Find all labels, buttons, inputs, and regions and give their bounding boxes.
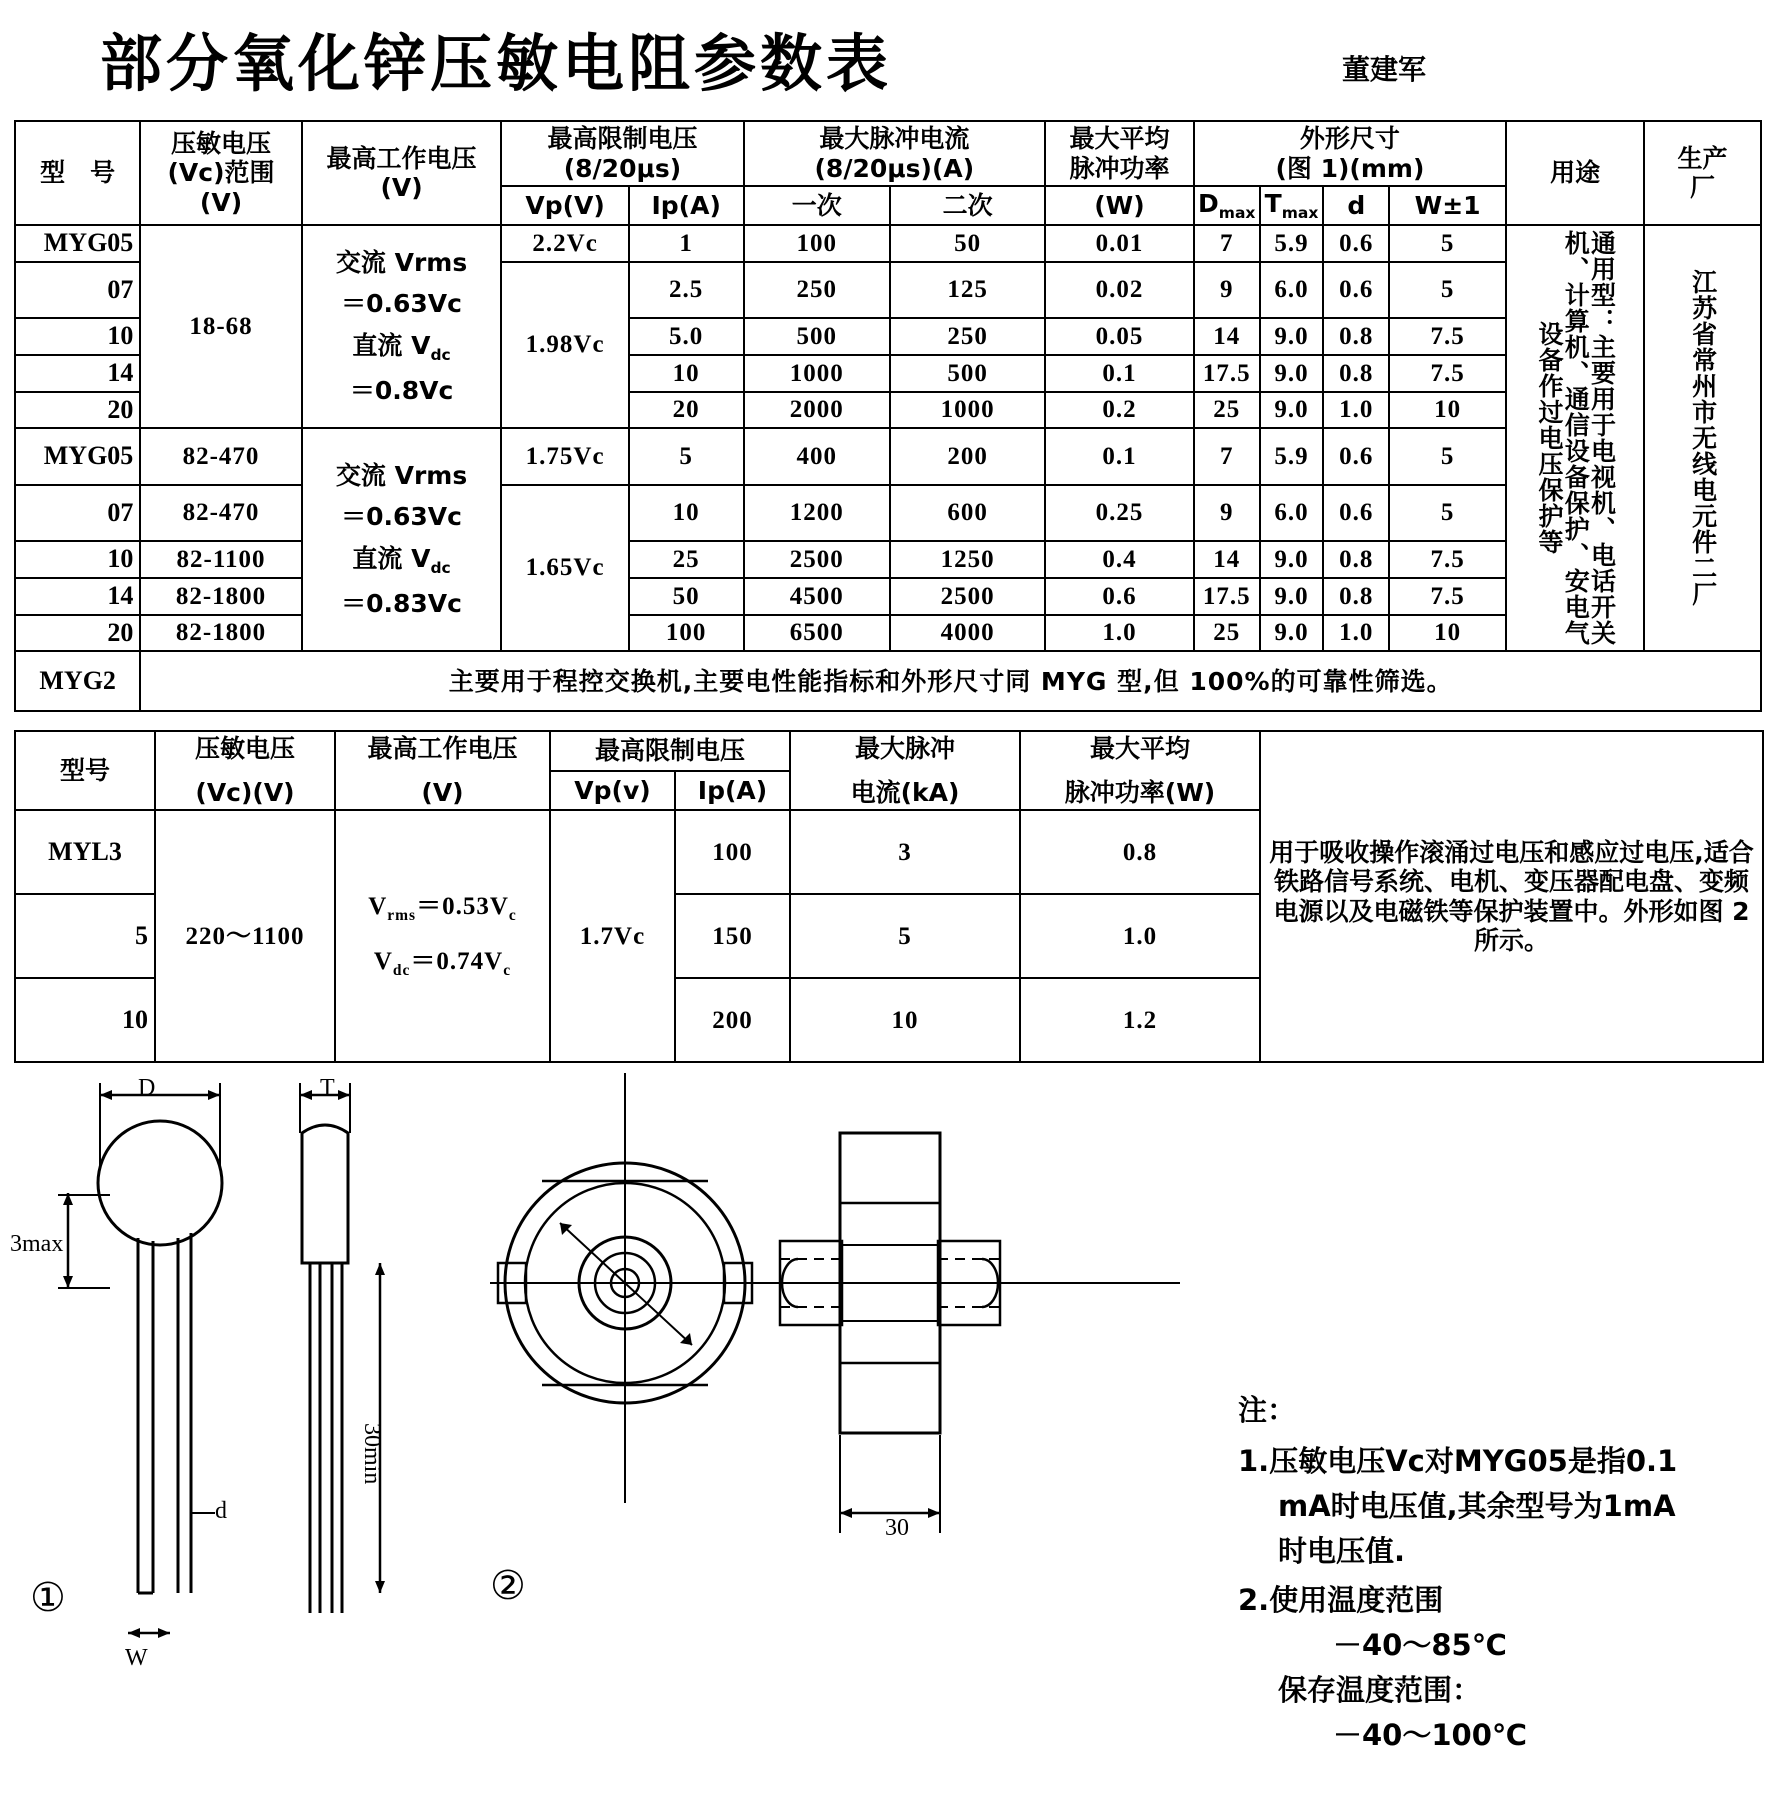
figure1-label-d: d <box>215 1498 227 1525</box>
cell-voltage-range: 82-470 <box>140 428 301 484</box>
cell-secondary: 4000 <box>890 615 1045 652</box>
cell-power: 0.8 <box>1020 810 1260 894</box>
cell-power: 0.6 <box>1045 578 1194 615</box>
cell-vp: 1.75Vc <box>501 428 628 484</box>
cell-secondary: 1000 <box>890 392 1045 429</box>
header-max-avg-power <box>1020 731 1260 810</box>
usage-vertical-text: 通用型：主要用于电视机、电话开关机、计算机、通信设备保护、安电气设备作过电压保护等 <box>1534 230 1617 647</box>
cell-tmax: 9.0 <box>1260 541 1324 578</box>
cell-power: 1.2 <box>1020 978 1260 1062</box>
figure-1-number: ① <box>30 1575 66 1622</box>
header-mwv-line2: (V) <box>380 173 423 203</box>
cell-w: 5 <box>1389 428 1506 484</box>
cell-myg2-note: 主要用于程控交换机,主要电性能指标和外形尺寸同 MYG 型,但 100%的可靠性筛选。 <box>140 651 1761 711</box>
cell-w: 10 <box>1389 615 1506 652</box>
cell-secondary: 500 <box>890 355 1045 392</box>
wv-line4: ＝0.8Vc <box>349 376 454 406</box>
cell-vp: 1.65Vc <box>501 485 628 651</box>
cell-tmax: 5.9 <box>1260 225 1324 262</box>
cell-model: 20 <box>15 392 140 429</box>
cell-ip: 10 <box>629 355 744 392</box>
header-manufacturer <box>1644 121 1761 225</box>
header-ip: Ip(A) <box>629 186 744 225</box>
cell-voltage-range: 82-470 <box>140 485 301 541</box>
wv-line1: 交流 Vrms <box>335 460 468 490</box>
header-mpc-line1: 最大脉冲电流 <box>819 124 970 153</box>
table-row <box>15 578 1761 615</box>
note2-line3: 保存温度范围： <box>1278 1672 1482 1707</box>
cell-ip: 5.0 <box>629 318 744 355</box>
header-mfr-line2: 厂 <box>1690 173 1716 203</box>
header-dimensions <box>1194 121 1506 186</box>
cell-voltage-range: 18-68 <box>140 225 301 428</box>
cell-secondary: 50 <box>890 225 1045 262</box>
cell-working-voltage <box>335 810 550 1062</box>
cell-model-myg2: MYG2 <box>15 651 140 711</box>
cell-w: 7.5 <box>1389 355 1506 392</box>
notes-heading: 注： <box>1238 1393 1297 1428</box>
header-mlv-line1: 最高限制电压 <box>547 124 698 153</box>
cell-primary: 250 <box>744 262 891 318</box>
wv-line3: 直流 $V_{dc}$ <box>352 330 451 364</box>
cell-w: 5 <box>1389 225 1506 262</box>
header-max-pulse-current <box>744 121 1046 186</box>
cell-tmax: 6.0 <box>1260 262 1324 318</box>
cell-model: 07 <box>15 485 140 541</box>
cell-primary: 6500 <box>744 615 891 652</box>
header-primary: 一次 <box>744 186 891 225</box>
cell-model: 07 <box>15 262 140 318</box>
cell-tmax: 5.9 <box>1260 428 1324 484</box>
header-mpc2-line1: 最大脉冲 <box>855 734 956 764</box>
cell-secondary: 200 <box>890 428 1045 484</box>
cell-working-voltage <box>302 225 502 428</box>
cell-voltage-range: 220～1100 <box>155 810 335 1062</box>
cell-model: MYG05 <box>15 225 140 262</box>
header-dim-line1: 外形尺寸 <box>1299 124 1400 153</box>
figure1-label-D: D <box>138 1075 156 1102</box>
cell-tmax: 9.0 <box>1260 615 1324 652</box>
cell-vp: 1.98Vc <box>501 262 628 428</box>
figure1-label-T: T <box>320 1075 335 1102</box>
cell-d: 0.8 <box>1323 355 1389 392</box>
cell-tmax: 9.0 <box>1260 318 1324 355</box>
cell-ip: 10 <box>629 485 744 541</box>
wv2-line2: $V_{dc}=0.74V_c$ <box>373 948 512 980</box>
cell-d: 0.6 <box>1323 428 1389 484</box>
figure1-label-3max: 3max <box>10 1231 64 1258</box>
cell-primary: 400 <box>744 428 891 484</box>
cell-power: 0.01 <box>1045 225 1194 262</box>
table-row <box>15 615 1761 652</box>
cell-voltage-range: 82-1100 <box>140 541 301 578</box>
header-vv-line3: (V) <box>199 187 243 217</box>
cell-ip: 20 <box>629 392 744 429</box>
cell-power: 0.1 <box>1045 355 1194 392</box>
cell-d: 0.6 <box>1323 485 1389 541</box>
wv2-line1: $V_{rms}=0.53V_c$ <box>368 893 517 924</box>
cell-w: 5 <box>1389 262 1506 318</box>
cell-description: 用于吸收操作滚涌过电压和感应过电压,适合铁路信号系统、电机、变压器配电盘、变频电源以及电磁铁等保护装置中。外形如图 2 所示。 <box>1260 731 1763 1062</box>
figure1-label-W: W <box>125 1645 148 1672</box>
cell-power: 0.2 <box>1045 392 1194 429</box>
cell-dmax: 14 <box>1194 318 1260 355</box>
wv-line2: ＝0.63Vc <box>341 289 462 319</box>
header-vv-line2: (Vc)范围 <box>167 158 275 188</box>
myg2-note-row <box>15 651 1761 711</box>
cell-secondary: 125 <box>890 262 1045 318</box>
cell-primary: 2000 <box>744 392 891 429</box>
figure-2-drawing <box>480 1073 1200 1633</box>
table-row <box>15 541 1761 578</box>
cell-model: 10 <box>15 541 140 578</box>
header-usage: 用途 <box>1506 121 1644 225</box>
cell-dmax: 14 <box>1194 541 1260 578</box>
cell-tmax: 9.0 <box>1260 392 1324 429</box>
header-mpc-line2: (8/20μs)(A) <box>814 153 975 183</box>
header-vp: Vp(v) <box>550 771 675 811</box>
cell-ip: 25 <box>629 541 744 578</box>
cell-power: 0.02 <box>1045 262 1194 318</box>
note1-line1: 1.压敏电压Vc对MYG05是指0.1 <box>1238 1444 1678 1479</box>
header-mlv-line2: (8/20μs) <box>563 153 682 183</box>
cell-model: 10 <box>15 318 140 355</box>
cell-d: 0.8 <box>1323 578 1389 615</box>
author-name: 董建军 <box>1341 53 1426 86</box>
cell-ip: 200 <box>675 978 790 1062</box>
cell-w: 7.5 <box>1389 318 1506 355</box>
cell-ip: 100 <box>629 615 744 652</box>
cell-tmax: 9.0 <box>1260 355 1324 392</box>
header-map-line2: 脉冲功率 <box>1069 153 1170 183</box>
cell-primary: 2500 <box>744 541 891 578</box>
header-dim-line2: (图 1)(mm) <box>1275 153 1425 183</box>
header-mwv2-line1: 最高工作电压 <box>367 734 518 764</box>
cell-dmax: 25 <box>1194 615 1260 652</box>
cell-power: 1.0 <box>1045 615 1194 652</box>
cell-ip: 5 <box>629 428 744 484</box>
cell-dmax: 7 <box>1194 225 1260 262</box>
cell-vp: 2.2Vc <box>501 225 628 262</box>
header-vp: Vp(V) <box>501 186 628 225</box>
cell-dmax: 7 <box>1194 428 1260 484</box>
cell-dmax: 17.5 <box>1194 578 1260 615</box>
cell-d: 0.8 <box>1323 318 1389 355</box>
note-item-2 <box>1238 1578 1758 1758</box>
header-varistor-voltage <box>155 731 335 810</box>
cell-current: 10 <box>790 978 1020 1062</box>
header-max-limit-voltage <box>501 121 743 186</box>
wv-line2: ＝0.63Vc <box>341 502 462 532</box>
header-max-working-voltage <box>335 731 550 810</box>
cell-usage <box>1506 225 1644 651</box>
cell-dmax: 9 <box>1194 485 1260 541</box>
cell-d: 1.0 <box>1323 392 1389 429</box>
cell-d: 1.0 <box>1323 615 1389 652</box>
cell-primary: 1000 <box>744 355 891 392</box>
cell-ip: 150 <box>675 894 790 978</box>
title-bar <box>0 0 1776 120</box>
cell-model: 14 <box>15 355 140 392</box>
cell-model: MYG05 <box>15 428 140 484</box>
cell-d: 0.6 <box>1323 262 1389 318</box>
cell-ip: 2.5 <box>629 262 744 318</box>
header-power-unit: (W) <box>1045 186 1194 225</box>
cell-tmax: 9.0 <box>1260 578 1324 615</box>
figure-2-number: ② <box>490 1563 526 1610</box>
cell-voltage-range: 82-1800 <box>140 615 301 652</box>
cell-ip: 1 <box>629 225 744 262</box>
manufacturer-vertical-text: 江苏省常州市无线电元件二厂 <box>1688 269 1718 608</box>
table-row <box>15 485 1761 541</box>
header-map2-line1: 最大平均 <box>1090 734 1191 764</box>
cell-model: 14 <box>15 578 140 615</box>
header-vv2-line1: 压敏电压 <box>194 734 295 764</box>
cell-tmax: 6.0 <box>1260 485 1324 541</box>
figure-1-drawing <box>10 1073 470 1713</box>
header-vv-line1: 压敏电压 <box>171 128 272 158</box>
cell-w: 7.5 <box>1389 541 1506 578</box>
header-d: d <box>1323 186 1389 225</box>
cell-d: 0.6 <box>1323 225 1389 262</box>
cell-power: 0.1 <box>1045 428 1194 484</box>
header-vv2-line2: (Vc)(V) <box>195 777 295 807</box>
header-mwv-line1: 最高工作电压 <box>326 143 477 173</box>
figure2-label-30: 30 <box>885 1515 909 1542</box>
cell-dmax: 25 <box>1194 392 1260 429</box>
parameters-table-myl <box>14 730 1764 1063</box>
page-title: 部分氧化锌压敏电阻参数表 <box>100 27 893 100</box>
cell-secondary: 2500 <box>890 578 1045 615</box>
cell-w: 7.5 <box>1389 578 1506 615</box>
note-item-1 <box>1238 1439 1758 1574</box>
cell-d: 0.8 <box>1323 541 1389 578</box>
header-max-avg-power <box>1045 121 1194 186</box>
header-mwv2-line2: (V) <box>421 777 464 807</box>
header-mfr-line1: 生产 <box>1677 143 1728 173</box>
cell-power: 0.25 <box>1045 485 1194 541</box>
cell-w: 5 <box>1389 485 1506 541</box>
header-max-limit-voltage: 最高限制电压 <box>550 731 790 771</box>
header-ip: Ip(A) <box>675 771 790 811</box>
wv-line1: 交流 Vrms <box>335 247 468 277</box>
note2-line1: 2.使用温度范围 <box>1238 1583 1444 1618</box>
header-model: 型号 <box>15 731 155 810</box>
note1-line2: mA时电压值,其余型号为1mA <box>1278 1489 1676 1524</box>
notes-block <box>1238 1388 1758 1762</box>
table-row <box>15 428 1761 484</box>
header-tmax: $T_{max}$ <box>1260 186 1324 225</box>
cell-secondary: 250 <box>890 318 1045 355</box>
header-model: 型 号 <box>15 121 140 225</box>
table-header-row-1 <box>15 121 1761 186</box>
cell-ip: 100 <box>675 810 790 894</box>
cell-power: 0.4 <box>1045 541 1194 578</box>
note2-line4: －40～100℃ <box>1333 1717 1528 1752</box>
table-row <box>15 225 1761 262</box>
cell-power: 0.05 <box>1045 318 1194 355</box>
cell-secondary: 600 <box>890 485 1045 541</box>
cell-dmax: 17.5 <box>1194 355 1260 392</box>
header-secondary: 二次 <box>890 186 1045 225</box>
note2-line2: －40～85℃ <box>1333 1627 1507 1662</box>
wv-line4: ＝0.83Vc <box>341 589 462 619</box>
cell-secondary: 1250 <box>890 541 1045 578</box>
parameters-table-myg <box>14 120 1762 712</box>
cell-working-voltage <box>302 428 502 651</box>
cell-primary: 100 <box>744 225 891 262</box>
header-map-line1: 最大平均 <box>1069 124 1170 153</box>
figures-area <box>0 1063 1776 1763</box>
header-map2-line2: 脉冲功率(W) <box>1064 777 1216 807</box>
wv-line3: 直流 $V_{dc}$ <box>352 543 451 577</box>
cell-ip: 50 <box>629 578 744 615</box>
cell-voltage-range: 82-1800 <box>140 578 301 615</box>
table2-header-row-1 <box>15 731 1763 771</box>
cell-manufacturer <box>1644 225 1761 651</box>
header-dmax: $D_{max}$ <box>1194 186 1260 225</box>
cell-current: 3 <box>790 810 1020 894</box>
figure1-label-30min: 30min <box>359 1423 385 1485</box>
cell-primary: 1200 <box>744 485 891 541</box>
header-mpc2-line2: 电流(kA) <box>850 777 960 807</box>
cell-w: 10 <box>1389 392 1506 429</box>
cell-primary: 4500 <box>744 578 891 615</box>
cell-vp: 1.7Vc <box>550 810 675 1062</box>
cell-model: 20 <box>15 615 140 652</box>
header-max-pulse-current <box>790 731 1020 810</box>
cell-dmax: 9 <box>1194 262 1260 318</box>
cell-model: 5 <box>15 894 155 978</box>
cell-model: MYL3 <box>15 810 155 894</box>
cell-model: 10 <box>15 978 155 1062</box>
header-varistor-voltage <box>140 121 301 225</box>
cell-power: 1.0 <box>1020 894 1260 978</box>
header-max-working-voltage <box>302 121 502 225</box>
cell-current: 5 <box>790 894 1020 978</box>
note1-line3: 时电压值. <box>1278 1534 1406 1569</box>
cell-primary: 500 <box>744 318 891 355</box>
header-w: W±1 <box>1389 186 1506 225</box>
